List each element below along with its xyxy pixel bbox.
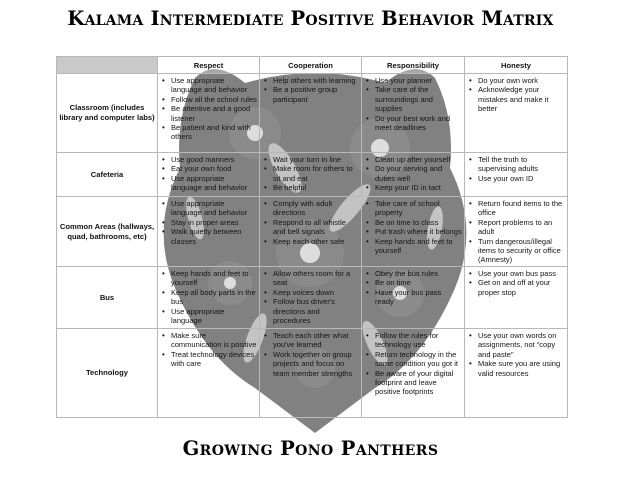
expectation-item: • Keep voices down xyxy=(264,288,359,297)
expectation-item: • Use your own words on assignments, not “copy and paste” xyxy=(469,331,565,359)
honesty-cell xyxy=(465,74,568,153)
responsibility-cell xyxy=(362,267,465,329)
expectation-item: • Treat technology devices with care xyxy=(162,350,257,369)
cooperation-cell xyxy=(260,197,362,267)
header-row xyxy=(57,57,568,74)
expectation-item: • Be a positive group participant xyxy=(264,85,359,104)
expectation-item: • Stay in proper areas xyxy=(162,218,257,227)
honesty-cell xyxy=(465,197,568,267)
expectation-item: • Be helpful xyxy=(264,183,359,192)
respect-cell xyxy=(158,197,260,267)
expectation-item: • Use appropriate language and behavior xyxy=(162,76,257,95)
expectation-item: • Report problems to an adult xyxy=(469,218,565,237)
expectation-item: • Keep all body parts in the bus xyxy=(162,288,257,307)
expectation-list xyxy=(469,76,565,114)
expectation-list xyxy=(366,199,462,255)
expectation-list xyxy=(162,269,257,325)
expectation-list xyxy=(264,76,359,104)
expectation-item: • Obey the bus rules xyxy=(366,269,462,278)
expectation-list xyxy=(162,199,257,246)
expectation-item: • Put trash where it belongs xyxy=(366,227,462,236)
expectation-item: • Keep hands and feet to yourself xyxy=(162,269,257,288)
expectation-list xyxy=(469,269,565,297)
expectation-item: • Wait your turn in line xyxy=(264,155,359,164)
cooperation-cell xyxy=(260,329,362,418)
expectation-list xyxy=(264,331,359,378)
expectation-item: • Allow others room for a seat xyxy=(264,269,359,288)
expectation-item: • Make sure you are using valid resources xyxy=(469,359,565,378)
row-header: Common Areas (hallways, quad, bathrooms, etc) xyxy=(57,197,158,267)
expectation-item: • Keep each other safe xyxy=(264,237,359,246)
expectation-item: • Help others with learning xyxy=(264,76,359,85)
column-header-cooperation: Cooperation xyxy=(260,57,362,74)
expectation-item: • Return found items to the office xyxy=(469,199,565,218)
matrix-row xyxy=(57,197,568,267)
expectation-item: • Use appropriate language and behavior xyxy=(162,174,257,193)
expectation-list xyxy=(366,269,462,307)
respect-cell xyxy=(158,329,260,418)
expectation-item: • Be on time xyxy=(366,278,462,287)
matrix-body xyxy=(57,74,568,418)
expectation-list xyxy=(162,331,257,369)
expectation-item: • Follow all the school rules xyxy=(162,95,257,104)
expectation-list xyxy=(162,155,257,193)
honesty-cell xyxy=(465,267,568,329)
expectation-item: • Respond to all whistle and bell signals xyxy=(264,218,359,237)
expectation-list xyxy=(264,269,359,325)
expectation-item: • Clean up after yourself xyxy=(366,155,462,164)
cooperation-cell xyxy=(260,267,362,329)
expectation-item: • Make sure communication is positive xyxy=(162,331,257,350)
expectation-item: • Do your own work xyxy=(469,76,565,85)
matrix-row xyxy=(57,329,568,418)
responsibility-cell xyxy=(362,74,465,153)
expectation-item: • Take care of the surroundings and supplies xyxy=(366,85,462,113)
expectation-item: • Use appropriate language and behavior xyxy=(162,199,257,218)
expectation-list xyxy=(264,155,359,193)
row-header: Bus xyxy=(57,267,158,329)
matrix-row xyxy=(57,267,568,329)
footer-slogan: Growing Pono Panthers xyxy=(182,437,439,460)
respect-cell xyxy=(158,267,260,329)
expectation-item: • Tell the truth to supervising adults xyxy=(469,155,565,174)
expectation-item: • Be patient and kind with others xyxy=(162,123,257,142)
expectation-item: • Comply with adult directions xyxy=(264,199,359,218)
expectation-item: • Use your planner xyxy=(366,76,462,85)
expectation-item: • Take care of school property xyxy=(366,199,462,218)
honesty-cell xyxy=(465,153,568,197)
expectation-item: • Teach each other what you've learned xyxy=(264,331,359,350)
expectation-list xyxy=(264,199,359,246)
expectation-item: • Use your own bus pass xyxy=(469,269,565,278)
behavior-matrix-table xyxy=(56,56,568,418)
row-header: Cafeteria xyxy=(57,153,158,197)
expectation-list xyxy=(469,155,565,183)
expectation-item: • Do your serving and duties well xyxy=(366,164,462,183)
expectation-item: • Work together on group projects and focus on team member strengths xyxy=(264,350,359,378)
expectation-item: • Acknowledge your mistakes and make it better xyxy=(469,85,565,113)
cooperation-cell xyxy=(260,74,362,153)
expectation-item: • Be aware of your digital footprint and leave positive footprints xyxy=(366,369,462,397)
expectation-item: • Do your best work and meet deadlines xyxy=(366,114,462,133)
column-header-honesty: Honesty xyxy=(465,57,568,74)
expectation-item: • Be attentive and a good listener xyxy=(162,104,257,123)
responsibility-cell xyxy=(362,329,465,418)
expectation-item: • Get on and off at your proper stop xyxy=(469,278,565,297)
expectation-item: • Walk quietly between classes xyxy=(162,227,257,246)
expectation-item: • Follow bus driver's directions and procedures xyxy=(264,297,359,325)
respect-cell xyxy=(158,153,260,197)
responsibility-cell xyxy=(362,153,465,197)
expectation-item: • Turn dangerous/illegal items to security or office (Amnesty) xyxy=(469,237,565,265)
expectation-item: • Use good manners xyxy=(162,155,257,164)
expectation-item: • Keep hands and feet to yourself xyxy=(366,237,462,256)
expectation-list xyxy=(469,199,565,265)
expectation-list xyxy=(366,76,462,132)
expectation-item: • Return technology in the same condition you got it xyxy=(366,350,462,369)
expectation-item: • Eat your own food xyxy=(162,164,257,173)
matrix-row xyxy=(57,74,568,153)
cooperation-cell xyxy=(260,153,362,197)
expectation-list xyxy=(469,331,565,378)
expectation-item: • Have your bus pass ready xyxy=(366,288,462,307)
expectation-item: • Be on time to class xyxy=(366,218,462,227)
responsibility-cell xyxy=(362,197,465,267)
respect-cell xyxy=(158,74,260,153)
column-header-responsibility: Responsibility xyxy=(362,57,465,74)
expectation-item: • Make room for others to sit and eat xyxy=(264,164,359,183)
matrix-row xyxy=(57,153,568,197)
honesty-cell xyxy=(465,329,568,418)
row-header: Classroom (includes library and computer labs) xyxy=(57,74,158,153)
expectation-list xyxy=(366,155,462,193)
page-title: Kalama Intermediate Positive Behavior Matrix xyxy=(67,7,554,30)
expectation-item: • Use appropriate language xyxy=(162,307,257,326)
expectation-item: • Use your own ID xyxy=(469,174,565,183)
expectation-list xyxy=(162,76,257,142)
corner-cell xyxy=(57,57,158,74)
column-header-respect: Respect xyxy=(158,57,260,74)
expectation-item: • Follow the rules for technology use xyxy=(366,331,462,350)
expectation-item: • Keep your ID in tact xyxy=(366,183,462,192)
row-header: Technology xyxy=(57,329,158,418)
expectation-list xyxy=(366,331,462,397)
